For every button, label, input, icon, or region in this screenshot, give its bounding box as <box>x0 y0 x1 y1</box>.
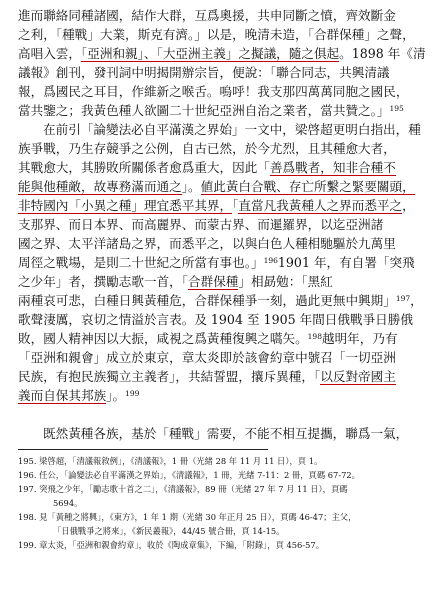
footnote-line: 197. 突飛之少年，「勵志歌十首之二」，《清議報》，89 冊（光緒 27 年 7 月 11 日），頁碼 <box>18 484 348 494</box>
text-segment: 在前引「論變法必自平滿漢之界始」一文中，梁啓超更明白指出，種 <box>43 122 421 137</box>
body-text <box>18 6 428 443</box>
underlined-phrase: 直當凡我黃種人之界而悉平之 <box>238 198 403 213</box>
text-segment: 報，爲國民之耳目，作維新之喉舌。嗚呼！我支那四萬萬同胞之國民， <box>18 84 409 99</box>
underlined-phrase: 以反對帝國主 <box>320 369 396 384</box>
text-segment: 歌聲淒厲，哀切之情溢於言表。及 1904 至 1905 年間日俄戰爭日勝俄 <box>18 312 413 327</box>
text-line <box>18 44 428 63</box>
footnote-line: 195. 梁啓超，「清議報敘例」，《清議報》，1 冊（光緒 28 年 11 月 11 日），頁 1。 <box>18 456 323 466</box>
footnote-line: 5694。 <box>53 498 83 508</box>
footnotes <box>18 454 428 552</box>
text-segment: 其戰愈大，其勝敗所關係者愈爲重大，因此「 <box>18 160 270 175</box>
text-segment: 」。 <box>106 388 126 403</box>
text-line <box>18 158 428 177</box>
text-segment: 進而聯絡同種諸國，結作大群，互爲奧援，共申同斷之憤，齊效斷金 <box>18 8 396 23</box>
text-segment: 議報》創刊，發刊詞中明揭開辦宗旨，便說：「聯合同志，共興清議 <box>18 65 390 80</box>
text-line <box>18 139 428 158</box>
underlined-phrase: 能與他種敵，故專務滿而通之 <box>18 179 182 194</box>
text-segment: 敗，國人精神因以大振，咸視之爲黃種復興之嚆矢。 <box>18 331 308 346</box>
text-line <box>18 367 428 386</box>
footnote-line: 199. 章太炎，「亞洲和親會約章」，收於《陶成章集》，下編，「附錄」，頁 456-57。 <box>18 540 324 550</box>
text-line <box>18 82 428 101</box>
underlined-phrase: 値此黃白合戰、存亡所繫之緊要關頭， <box>200 179 415 194</box>
text-segment: 」。 <box>181 179 201 194</box>
text-line <box>18 386 428 405</box>
text-line <box>18 25 428 44</box>
text-line <box>18 329 428 348</box>
footnote-line: 「日俄戰爭之將來」，《新民叢報》，44/45 號合冊，頁 14-15。 <box>53 526 285 536</box>
footnote-marker: 196 <box>263 256 278 265</box>
underlined-phrase: 善爲戰者，知非合種不 <box>269 160 396 175</box>
text-segment: 「 <box>232 198 239 213</box>
text-segment: ， <box>402 198 415 213</box>
text-line <box>18 63 428 82</box>
text-segment: 民族，有抱民族獨立主義者」，共結誓盟，攘斥異種，「 <box>18 369 321 384</box>
text-segment: 之利，「種戰」大業，斯克有濟。」以是，晚清未造，「合群保種」之聲， <box>18 27 415 42</box>
book-page <box>18 6 428 552</box>
text-segment: 1901 年，有自署「突飛 <box>277 255 415 270</box>
text-segment: 周徑之戰場，是則二十世紀之所當有事也。」 <box>18 255 264 270</box>
underlined-phrase: 非特國內「小異之種」理宜悉平其界， <box>18 198 233 213</box>
text-line <box>18 310 428 329</box>
footnote-marker: 197 <box>395 294 411 303</box>
text-line <box>18 424 428 443</box>
text-line <box>18 405 428 424</box>
text-line <box>18 120 428 139</box>
text-segment: 。1898 年《清 <box>339 46 426 61</box>
footnote-line: 198. 見「黃種之將興」，《東方》，1 年 1 期（光緒 30 年正月 25 日），頁碼 46-47；主父， <box>18 512 357 522</box>
text-line <box>18 6 428 25</box>
text-line <box>18 196 428 215</box>
text-segment: 」相勗勉：「黑紅 <box>238 274 333 289</box>
text-line <box>18 272 428 291</box>
text-segment: 之少年」者，撰勵志歌一首，「 <box>18 274 189 289</box>
text-segment: 支那界、而日本界、而高麗界、而蒙古界、而暹羅界，以迄亞洲諸 <box>18 217 384 232</box>
text-line <box>18 234 428 253</box>
footnote-marker: 198 <box>307 332 322 341</box>
text-segment: 國之界、太平洋諸島之界，而悉平之，以與白色人種相馳驅於九萬里 <box>18 236 396 251</box>
underlined-phrase: 「亞洲和親」、「大亞洲主義」之擬議，隨之俱起 <box>80 46 340 61</box>
text-segment: ， <box>410 293 423 308</box>
text-segment: 族爭戰，乃生存競爭之公例，自古已然，於今尤烈，且其種愈大者， <box>18 141 396 156</box>
text-segment: 當共鑒之；我黃色種人欲圖二十世紀亞洲自治之業者，當共贊之。」 <box>18 103 390 118</box>
text-segment: 越明年，乃有 <box>321 331 398 346</box>
underlined-phrase: 合群保種 <box>188 274 239 289</box>
footnote-line: 196. 任公，「論變法必自平滿漢之界始」，《清議報》，1 冊，光緒 7-11：2 冊，頁碼 67-72。 <box>18 470 360 480</box>
text-line <box>18 291 428 310</box>
text-segment: 兩種哀可悲，白種日興黃種危，合群保種爭一刻，過此更無中興期」 <box>18 293 396 308</box>
text-segment: 「亞洲和親會」成立於東京，章太炎即於該會約章中號召「一切亞洲 <box>18 350 396 365</box>
text-line <box>18 177 428 196</box>
text-line <box>18 253 428 272</box>
text-line <box>18 348 428 367</box>
footnote-marker: 195 <box>389 104 404 113</box>
underlined-phrase: 義而自保其邦族 <box>18 388 107 403</box>
text-line <box>18 101 428 120</box>
text-line <box>18 215 428 234</box>
text-segment: 高唱入雲， <box>18 46 81 61</box>
text-segment: 既然黃種各族，基於「種戰」需要，不能不相互提攜，聯爲一氣， <box>43 426 409 441</box>
footnote-marker: 199 <box>125 389 140 398</box>
